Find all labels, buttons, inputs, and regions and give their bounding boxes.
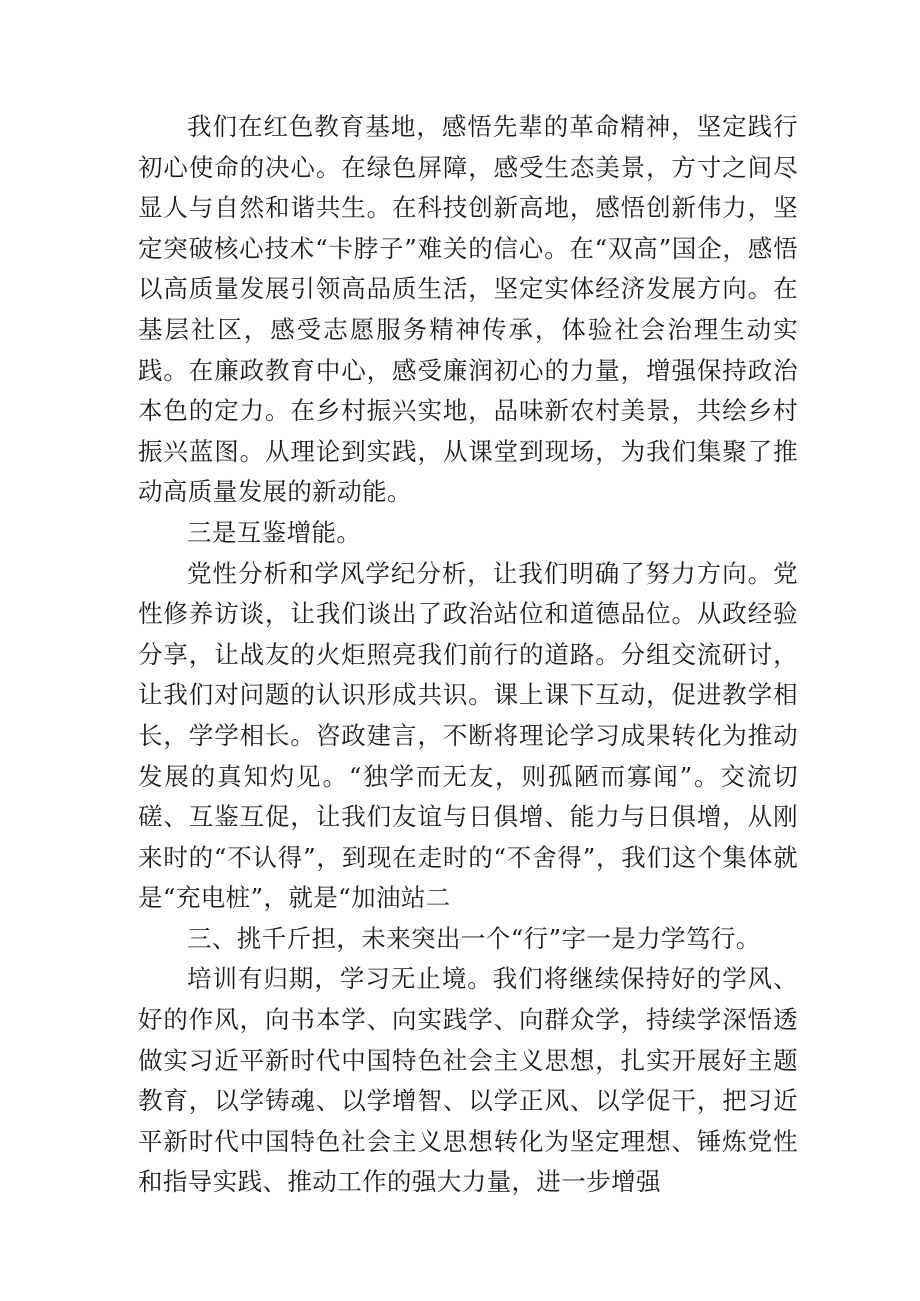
paragraph-4: 三、挑千斤担，未来突出一个“行”字一是力学笃行。 — [187, 923, 761, 953]
paragraph-2: 三是互鉴增能。 — [187, 517, 362, 547]
paragraph-3: 党性分析和学风学纪分析，让我们明确了努力方向。党性修养访谈，让我们谈出了政治站位和道德品位。从政经验分享，让战友的火炬照亮我们前行的道路。分组交流研讨，让我们对问题的认识形成共识。课上课下互动，促进教学相长，学学相长。咨政建言，不断将理论学习成果转化为推动发展的真知灼见。“独学而无友，则孤陋而寡闻”。交流切磋、互鉴互促，让我们友谊与日俱增、能力与日俱增，从刚来时的“不认得”，到现在走时的“不舍得”，我们这个集体就是“充电桩”，就是“加油站二 — [138, 558, 798, 913]
paragraph-5: 培训有归期，学习无止境。我们将继续保持好的学风、好的作风，向书本学、向实践学、向群众学，持续学深悟透做实习近平新时代中国特色社会主义思想，扎实开展好主题教育，以学铸魂、以学增智、以学正风、以学促干，把习近平新时代中国特色社会主义思想转化为坚定理想、锤炼党性和指导实践、推动工作的强大力量，进一步增强 — [138, 964, 798, 1197]
document-body — [138, 107, 798, 1203]
paragraph-1: 我们在红色教育基地，感悟先辈的革命精神，坚定践行初心使命的决心。在绿色屏障，感受生态美景，方寸之间尽显人与自然和谐共生。在科技创新高地，感悟创新伟力，坚定突破核心技术“卡脖子”难关的信心。在“双高”国企，感悟以高质量发展引领高品质生活，坚定实体经济发展方向。在基层社区，感受志愿服务精神传承，体验社会治理生动实践。在廉政教育中心，感受廉润初心的力量，增强保持政治本色的定力。在乡村振兴实地，品味新农村美景，共绘乡村振兴蓝图。从理论到实践，从课堂到现场，为我们集聚了推动高质量发展的新动能。 — [138, 112, 798, 507]
